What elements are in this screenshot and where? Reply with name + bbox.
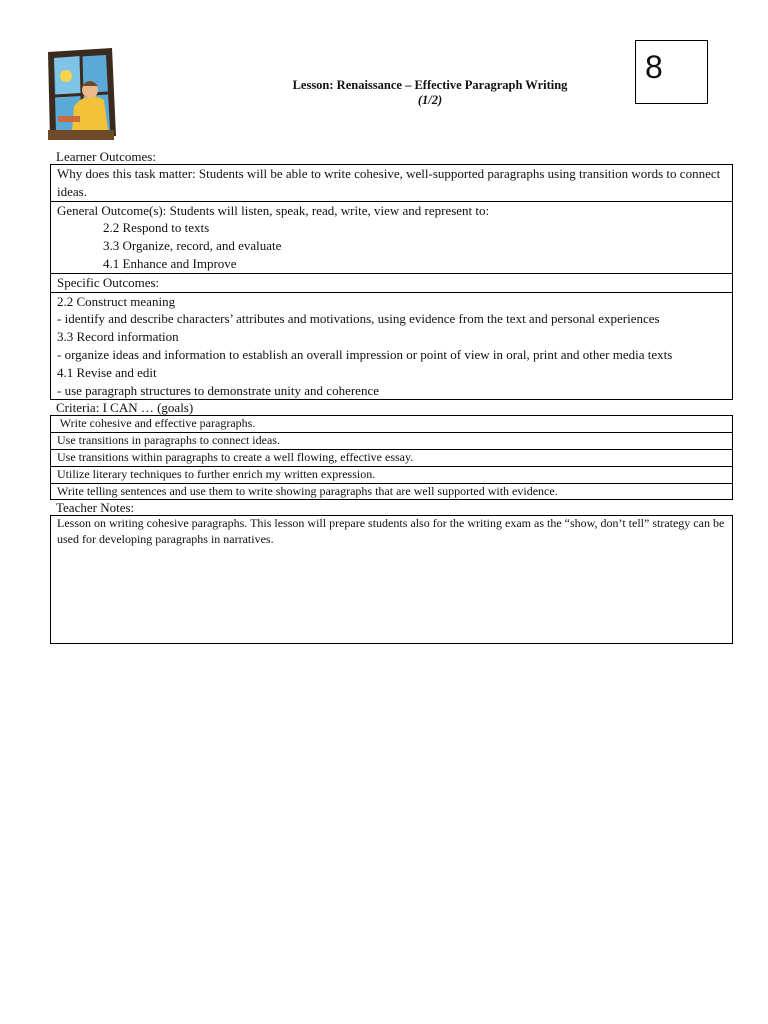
lesson-plan-document — [50, 149, 733, 644]
student-at-window-clipart-icon — [44, 46, 118, 142]
specific-outcome-line: - identify and describe characters’ attributes and motivations, using evidence from the text and personal experiences — [57, 311, 660, 327]
general-outcome-item: 3.3 Organize, record, and evaluate — [103, 238, 282, 254]
general-outcomes-box — [50, 202, 733, 274]
general-outcome-item: 4.1 Enhance and Improve — [103, 255, 237, 271]
specific-outcome-line: 3.3 Record information — [57, 329, 179, 345]
specific-outcomes-box — [50, 293, 733, 401]
specific-outcome-line: - organize ideas and information to establish an overall impression or point of view in oral, print and other media texts — [57, 346, 673, 362]
general-outcomes-heading: General Outcome(s): Students will listen, speak, read, write, view and represent to: — [57, 202, 490, 218]
criteria-item: Write telling sentences and use them to write showing paragraphs that are well supported with evidence. — [50, 484, 733, 501]
criteria-item: Write cohesive and effective paragraphs. — [50, 415, 733, 433]
criteria-item: Use transitions within paragraphs to create a well flowing, effective essay. — [50, 450, 733, 467]
criteria-label: Criteria: I CAN … (goals) — [56, 400, 194, 416]
learner-outcomes-label: Learner Outcomes: — [56, 149, 156, 164]
teacher-notes-label: Teacher Notes: — [56, 500, 135, 516]
teacher-notes-box: Lesson on writing cohesive paragraphs. This lesson will prepare students also for the writing exam as the “show, don’t tell” strategy can be used for developing paragraphs in narratives. — [50, 515, 733, 644]
criteria-item: Use transitions in paragraphs to connect ideas. — [50, 433, 733, 450]
lesson-title-part: (1/2) — [417, 93, 443, 107]
criteria-list — [50, 415, 733, 500]
specific-outcomes-label-box: Specific Outcomes: — [50, 274, 733, 293]
general-outcome-item: 2.2 Respond to texts — [103, 220, 210, 236]
why-matters-box: Why does this task matter: Students will be able to write cohesive, well-supported paragraphs using transition words to connect ideas. — [50, 164, 733, 202]
lesson-number-box — [635, 40, 708, 104]
specific-outcome-line: - use paragraph structures to demonstrate unity and coherence — [57, 382, 379, 398]
lesson-title — [200, 78, 660, 108]
specific-outcome-line: 4.1 Revise and edit — [57, 364, 157, 380]
lesson-number: 8 — [645, 49, 663, 85]
criteria-item: Utilize literary techniques to further enrich my written expression. — [50, 467, 733, 484]
specific-outcome-line: 2.2 Construct meaning — [57, 293, 176, 309]
lesson-title-main: Lesson: Renaissance – Effective Paragraph Writing — [292, 78, 568, 92]
